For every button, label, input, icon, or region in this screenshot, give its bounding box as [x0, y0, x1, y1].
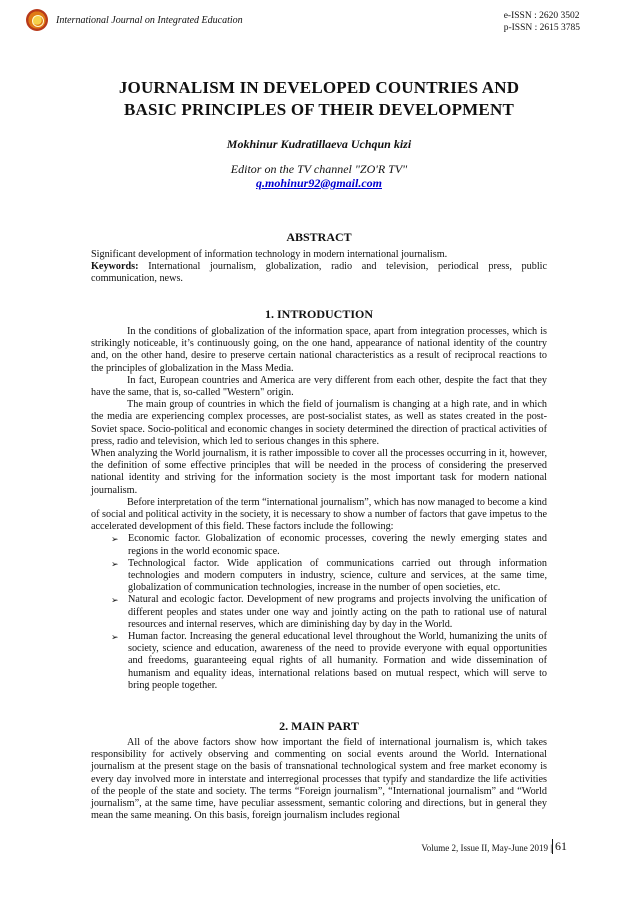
keywords-label: Keywords: — [91, 261, 139, 273]
keywords-text: International journalism, globalization, radio and television, periodical press, public communication, news. — [91, 261, 548, 285]
page-header — [0, 0, 638, 50]
introduction-heading: 1. INTRODUCTION — [264, 307, 373, 321]
pissn: p-ISSN : 2615 3785 — [503, 23, 580, 33]
journal-name: International Journal on Integrated Education — [56, 15, 243, 26]
intro-paragraph-5: Before interpretation of the term “international journalism”, which has now managed to become a kind of social and political activity in the society, it is necessary to show a number of factors that gave impetus to the accelerated development of this field. These factors include the following: — [91, 496, 547, 533]
abstract-heading: ABSTRACT — [286, 230, 352, 244]
title-line-2: BASIC PRINCIPLES OF THEIR DEVELOPMENT — [124, 100, 514, 119]
keywords-paragraph — [91, 261, 547, 285]
arrow-bullet-icon: ➢ — [111, 595, 119, 606]
factor-list-item: ➢ Human factor. Increasing the general educational level throughout the World, humanizing the units of society, science and education, awareness of the need to provide everyone with equal opportunities and freedoms, guaranteeing equal rights of all humanity. Formation and wide dissemination of humanism and equality ideas, international relations based on mutual respect, which will serve to bring people together. — [111, 631, 547, 691]
main-paragraph-1: All of the above factors show how important the field of international journalism is, which takes responsibility for actively observing and commenting on social events around the World. International journalism at the present stage on the basis of transnational technological system and free market economy is every day involved more in interstate and interregional processes that typify and standardize the life activities of the people of the state and society. The terms “Foreign journalism”, “International journalism” and “World journalism”, at the same time, have peculiar assessment, semantic coloring and directions, but in general they mean the same meaning. On this basis, foreign journalism includes regional — [91, 737, 547, 822]
intro-paragraph-2: In fact, European countries and America are very different from each other, despite the fact that they have the same, that is, so-called "Western" origin. — [91, 374, 547, 399]
intro-paragraph-1: In the conditions of globalization of the information space, apart from integration processes, which is strikingly noticeable, it’s continuously going, on the one hand, appearance of national identity of the country and, on the other hand, desire to preserve certain national characteristics as a result of reciprocal reactions to the principles of globalization in the Mass Media. — [91, 326, 547, 374]
issn-block — [504, 10, 580, 34]
abstract-text: Significant development of information technology in modern international journalism. — [91, 249, 448, 260]
author-name: Mokhinur Kudratillaeva Uchqun kizi — [226, 137, 412, 151]
main-part-body — [91, 737, 547, 822]
arrow-bullet-icon: ➢ — [111, 558, 119, 569]
paper-title — [60, 77, 578, 121]
page-number: 61 — [552, 839, 567, 854]
abstract-body — [91, 249, 547, 286]
author-affiliation: Editor on the TV channel "ZO'R TV" — [230, 162, 408, 176]
footer-volume: Volume 2, Issue II, May-June 2019 | — [421, 843, 552, 853]
main-part-heading: 2. MAIN PART — [279, 719, 359, 733]
title-line-1: JOURNALISM IN DEVELOPED COUNTRIES AND — [118, 78, 520, 97]
factor-list-item: ➢ Technological factor. Wide application of communications carried out through information technologies and modern computers in industry, science, culture and services, at the same time, globalization of communication technologies, increase in the number of open societies, etc. — [111, 557, 547, 594]
factor-list-item: ➢ Economic factor. Globalization of economic processes, covering the newly emerging states and regions in the world economic space. — [111, 533, 547, 557]
factor-list-item: ➢ Natural and ecologic factor. Development of new programs and projects involving the unification of different peoples and states under one way and jointly acting on the path to rational use of natural resources and internal reserves, which are diminishing day by day in the World. — [111, 594, 547, 630]
intro-paragraph-4: When analyzing the World journalism, it is rather impossible to cover all the processes occurring in it, however, the definition of some effective principles that will be needed in the process of considering the preserved national identity and striving for the information society is the most important task for modern national journalism. — [91, 448, 547, 496]
author-email-link[interactable]: q.mohinur92@gmail.com — [255, 176, 382, 190]
introduction-body — [91, 326, 547, 692]
journal-logo-icon — [26, 9, 48, 31]
arrow-bullet-icon: ➢ — [111, 632, 119, 643]
arrow-bullet-icon: ➢ — [111, 534, 119, 545]
factor-list — [91, 533, 547, 692]
intro-paragraph-3: The main group of countries in which the field of journalism is changing at a high rate, and in which the media are experiencing complex processes, are post-socialist states, as well as states created in the post-Soviet space. Socio-political and economic changes in society determined the direction of practical activities of press, radio and television, which led to serious changes in this sphere. — [91, 399, 547, 447]
eissn: e-ISSN : 2620 3502 — [503, 11, 580, 21]
